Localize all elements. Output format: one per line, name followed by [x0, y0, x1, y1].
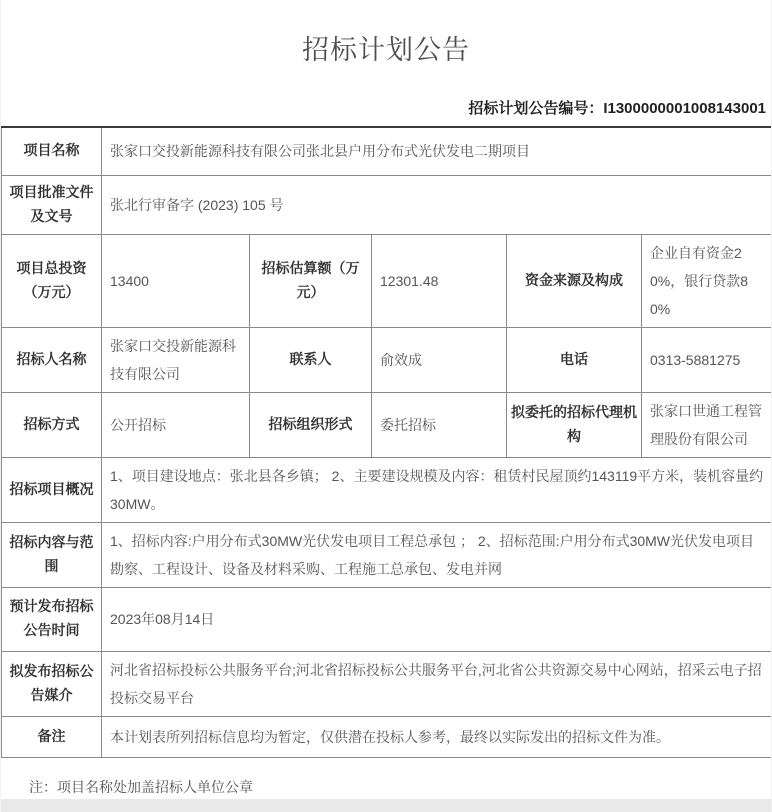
page-title: 招标计划公告 — [302, 35, 470, 65]
value-tenderer: 张家口交投新能源科技有限公司 — [102, 327, 250, 392]
value-remarks: 本计划表所列招标信息均为暂定，仅供潜在投标人参考，最终以实际发出的招标文件为准。 — [102, 716, 772, 757]
value-contact: 俞效成 — [372, 327, 507, 392]
tender-plan-table — [1, 126, 772, 758]
label-funding: 资金来源及构成 — [507, 234, 642, 327]
label-contact: 联系人 — [250, 327, 372, 392]
table-row — [2, 175, 772, 234]
label-method: 招标方式 — [2, 392, 102, 457]
table-row — [2, 234, 772, 327]
label-org-form: 招标组织形式 — [250, 392, 372, 457]
label-scope: 招标内容与范围 — [2, 522, 102, 587]
label-investment: 项目总投资（万元） — [2, 234, 102, 327]
label-tenderer: 招标人名称 — [2, 327, 102, 392]
value-scope: 1、招标内容:户用分布式30MW光伏发电项目工程总承包 ； 2、招标范围:户用分布式30MW光伏发电项目勘察、工程设计、设备及材料采购、工程施工总承包、发电并网 — [102, 522, 772, 587]
table-row — [2, 457, 772, 522]
value-funding: 企业自有资金20%，银行贷款80% — [642, 234, 772, 327]
table-row — [2, 327, 772, 392]
value-org-form: 委托招标 — [372, 392, 507, 457]
notice-number: 招标计划公告编号：I1300000001008143001 — [468, 100, 766, 117]
table-row — [2, 392, 772, 457]
value-method: 公开招标 — [102, 392, 250, 457]
label-publish-time: 预计发布招标公告时间 — [2, 587, 102, 651]
label-phone: 电话 — [507, 327, 642, 392]
value-approval-doc: 张北行审备字 (2023) 105 号 — [102, 175, 772, 234]
table-row — [2, 127, 772, 175]
value-project-name: 张家口交投新能源科技有限公司张北县户用分布式光伏发电二期项目 — [102, 127, 772, 175]
label-remarks: 备注 — [2, 716, 102, 757]
table-row — [2, 522, 772, 587]
label-overview: 招标项目概况 — [2, 457, 102, 522]
bottom-strip — [1, 799, 771, 812]
value-publish-time: 2023年08月14日 — [102, 587, 772, 651]
label-approval-doc: 项目批准文件及文号 — [2, 175, 102, 234]
value-investment: 13400 — [102, 234, 250, 327]
label-project-name: 项目名称 — [2, 127, 102, 175]
label-agency: 拟委托的招标代理机构 — [507, 392, 642, 457]
label-media: 拟发布招标公告媒介 — [2, 651, 102, 716]
table-row — [2, 716, 772, 757]
value-agency: 张家口世通工程管理股份有限公司 — [642, 392, 772, 457]
table-row — [2, 587, 772, 651]
label-estimate: 招标估算额（万元） — [250, 234, 372, 327]
value-estimate: 12301.48 — [372, 234, 507, 327]
value-overview: 1、项目建设地点：张北县各乡镇； 2、主要建设规模及内容：租赁村民屋顶约143119平方米，装机容量约30MW。 — [102, 457, 772, 522]
value-phone: 0313-5881275 — [642, 327, 772, 392]
stamp-note: 注：项目名称处加盖招标人单位公章 — [29, 778, 253, 795]
value-media: 河北省招标投标公共服务平台;河北省招标投标公共服务平台,河北省公共资源交易中心网站，招采云电子招投标交易平台 — [102, 651, 772, 716]
table-row — [2, 651, 772, 716]
